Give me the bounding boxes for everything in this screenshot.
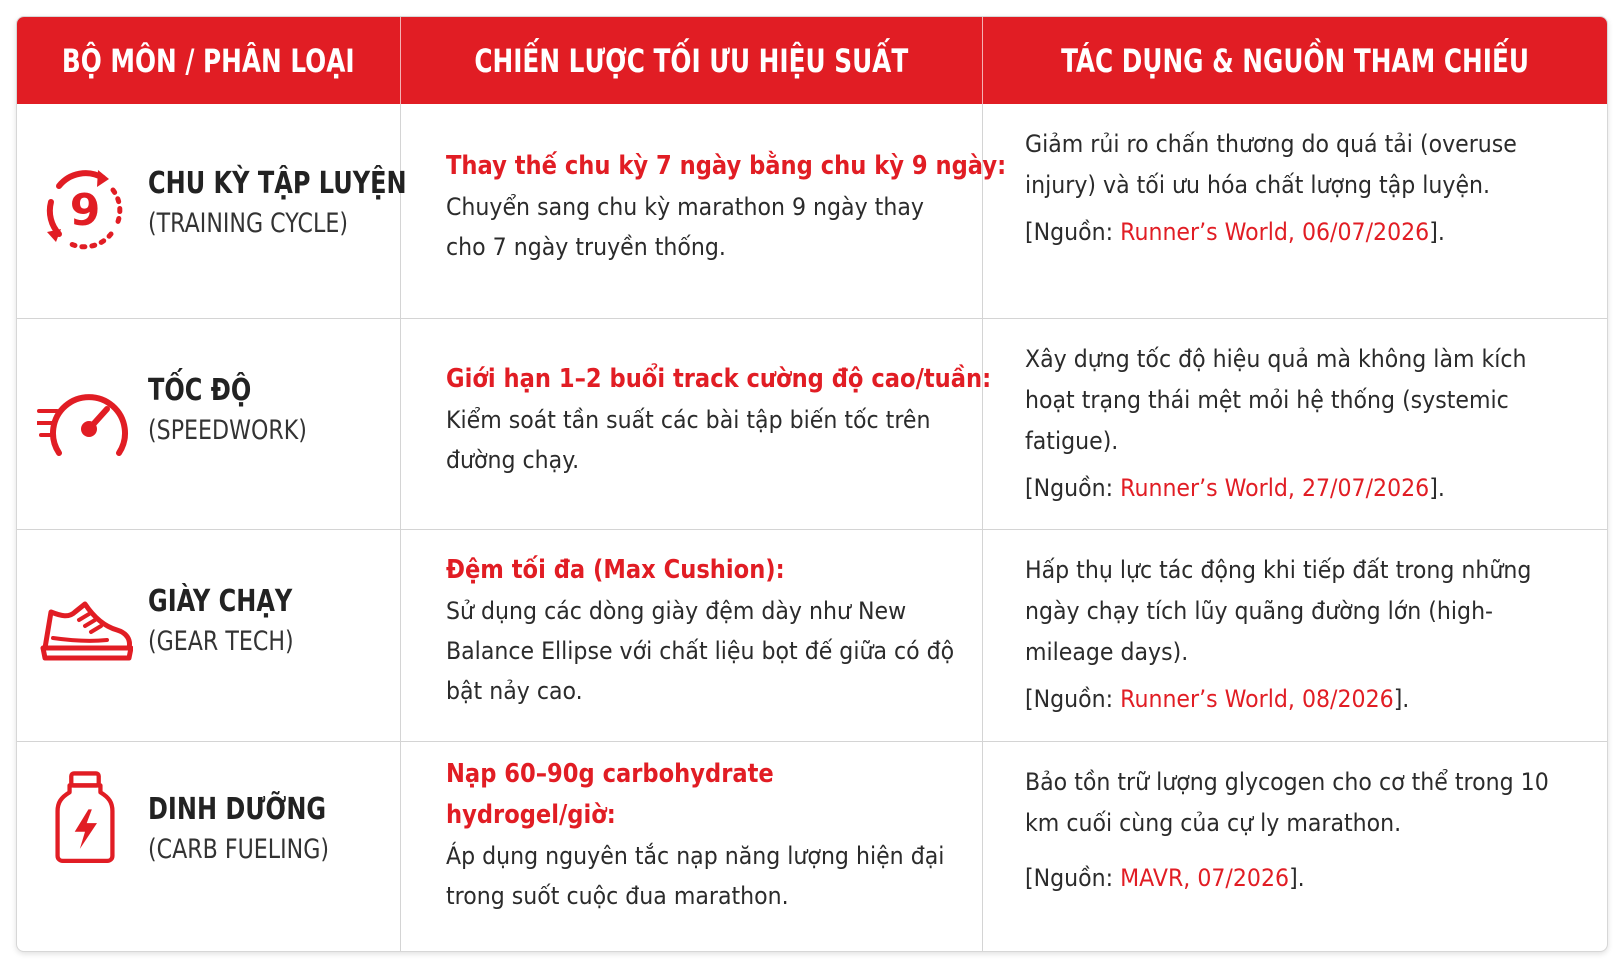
- cycle-9-icon: [37, 162, 133, 258]
- strategy-body: Áp dụng nguyên tắc nạp năng lượng hiện đại trong suốt cuộc đua marathon.: [446, 842, 945, 910]
- source-citation: [Nguồn: MAVR, 07/2026].: [1025, 864, 1305, 892]
- strategy-title: Thay thế chu kỳ 7 ngày bằng chu kỳ 9 ngày:: [446, 151, 1007, 181]
- category-text: [148, 371, 342, 451]
- strategy-body: Kiểm soát tần suất các bài tập biến tốc trên đường chạy.: [446, 406, 931, 474]
- effect-cell: [983, 530, 1607, 741]
- category-cell: [17, 104, 407, 318]
- category-cell: [17, 530, 401, 741]
- effect-block: [1025, 124, 1605, 252]
- category-name: CHU KỲ TẬP LUYỆN: [148, 166, 407, 201]
- category-cell: [17, 319, 401, 529]
- effect-body: Bảo tồn trữ lượng glycogen cho cơ thể trong 10 km cuối cùng của cự ly marathon.: [1025, 768, 1549, 837]
- category-text: [148, 582, 328, 662]
- strategy-title: Nạp 60–90g carbohydrate hydrogel/giờ:: [446, 759, 774, 830]
- category-subtitle: (SPEEDWORK): [148, 415, 307, 446]
- effect-body: Giảm rủi ro chấn thương do quá tải (overuse injury) và tối ưu hóa chất lượng tập luyện.: [1025, 130, 1517, 199]
- category-name: DINH DƯỠNG: [148, 792, 327, 827]
- svg-text:9: 9: [69, 185, 101, 236]
- header-effect-label: TÁC DỤNG & NGUỒN THAM CHIẾU: [1061, 41, 1529, 80]
- effect-cell: [983, 319, 1607, 529]
- table-row: [17, 742, 1607, 951]
- energy-bottle-icon: [37, 770, 133, 866]
- strategy-title: Đệm tối đa (Max Cushion):: [446, 555, 785, 585]
- strategy-cell: [401, 742, 983, 951]
- strategy-cell: [401, 104, 1007, 318]
- source-citation: [Nguồn: Runner’s World, 08/2026].: [1025, 685, 1410, 713]
- speedometer-icon: [37, 375, 133, 471]
- source-citation: [Nguồn: Runner’s World, 06/07/2026].: [1025, 218, 1445, 246]
- strategy-title: Giới hạn 1–2 buổi track cường độ cao/tuần:: [446, 364, 992, 394]
- table-row: [17, 530, 1607, 742]
- category-name: TỐC ĐỘ: [148, 373, 252, 408]
- category-name: GIÀY CHẠY: [148, 584, 293, 619]
- header-cell-effect: [983, 17, 1607, 104]
- strategy-cell: [401, 530, 983, 741]
- table-row: [17, 104, 1607, 319]
- effect-cell: [983, 104, 1607, 318]
- source-link: Runner’s World, 27/07/2026: [1120, 474, 1430, 502]
- table-header: [17, 17, 1607, 104]
- category-subtitle: (TRAINING CYCLE): [148, 208, 348, 239]
- category-text: [148, 790, 371, 870]
- effect-body: Xây dựng tốc độ hiệu quả mà không làm kích hoạt trạng thái mệt mỏi hệ thống (systemic fatigue).: [1025, 345, 1527, 455]
- strategy-block: [446, 754, 966, 916]
- header-cell-strategy: [401, 17, 983, 104]
- table-row: [17, 319, 1607, 530]
- category-subtitle: (GEAR TECH): [148, 626, 294, 657]
- header-category-label: BỘ MÔN / PHÂN LOẠI: [62, 41, 355, 80]
- effect-body: Hấp thụ lực tác động khi tiếp đất trong những ngày chạy tích lũy quãng đường lớn (high-mileage days).: [1025, 556, 1532, 666]
- strategy-block: [446, 359, 992, 480]
- source-link: Runner’s World, 06/07/2026: [1120, 218, 1430, 246]
- effect-block: [1025, 339, 1605, 508]
- effect-block: [1025, 762, 1605, 898]
- source-link: MAVR, 07/2026: [1120, 864, 1290, 892]
- running-shoe-icon: [37, 582, 133, 678]
- category-subtitle: (CARB FUELING): [148, 834, 330, 865]
- strategy-table: [16, 16, 1608, 952]
- category-cell: [17, 742, 401, 951]
- effect-cell: [983, 742, 1607, 951]
- source-link: Runner’s World, 08/2026: [1120, 685, 1394, 713]
- header-cell-category: [17, 17, 401, 104]
- source-citation: [Nguồn: Runner’s World, 27/07/2026].: [1025, 474, 1445, 502]
- strategy-block: [446, 550, 966, 711]
- effect-block: [1025, 550, 1605, 719]
- strategy-body: Chuyển sang chu kỳ marathon 9 ngày thay cho 7 ngày truyền thống.: [446, 193, 924, 261]
- strategy-block: [446, 146, 1007, 267]
- header-strategy-label: CHIẾN LƯỢC TỐI ƯU HIỆU SUẤT: [474, 41, 909, 80]
- strategy-body: Sử dụng các dòng giày đệm dày như New Balance Ellipse với chất liệu bọt đế giữa có độ bật nảy cao.: [446, 597, 955, 705]
- strategy-cell: [401, 319, 992, 529]
